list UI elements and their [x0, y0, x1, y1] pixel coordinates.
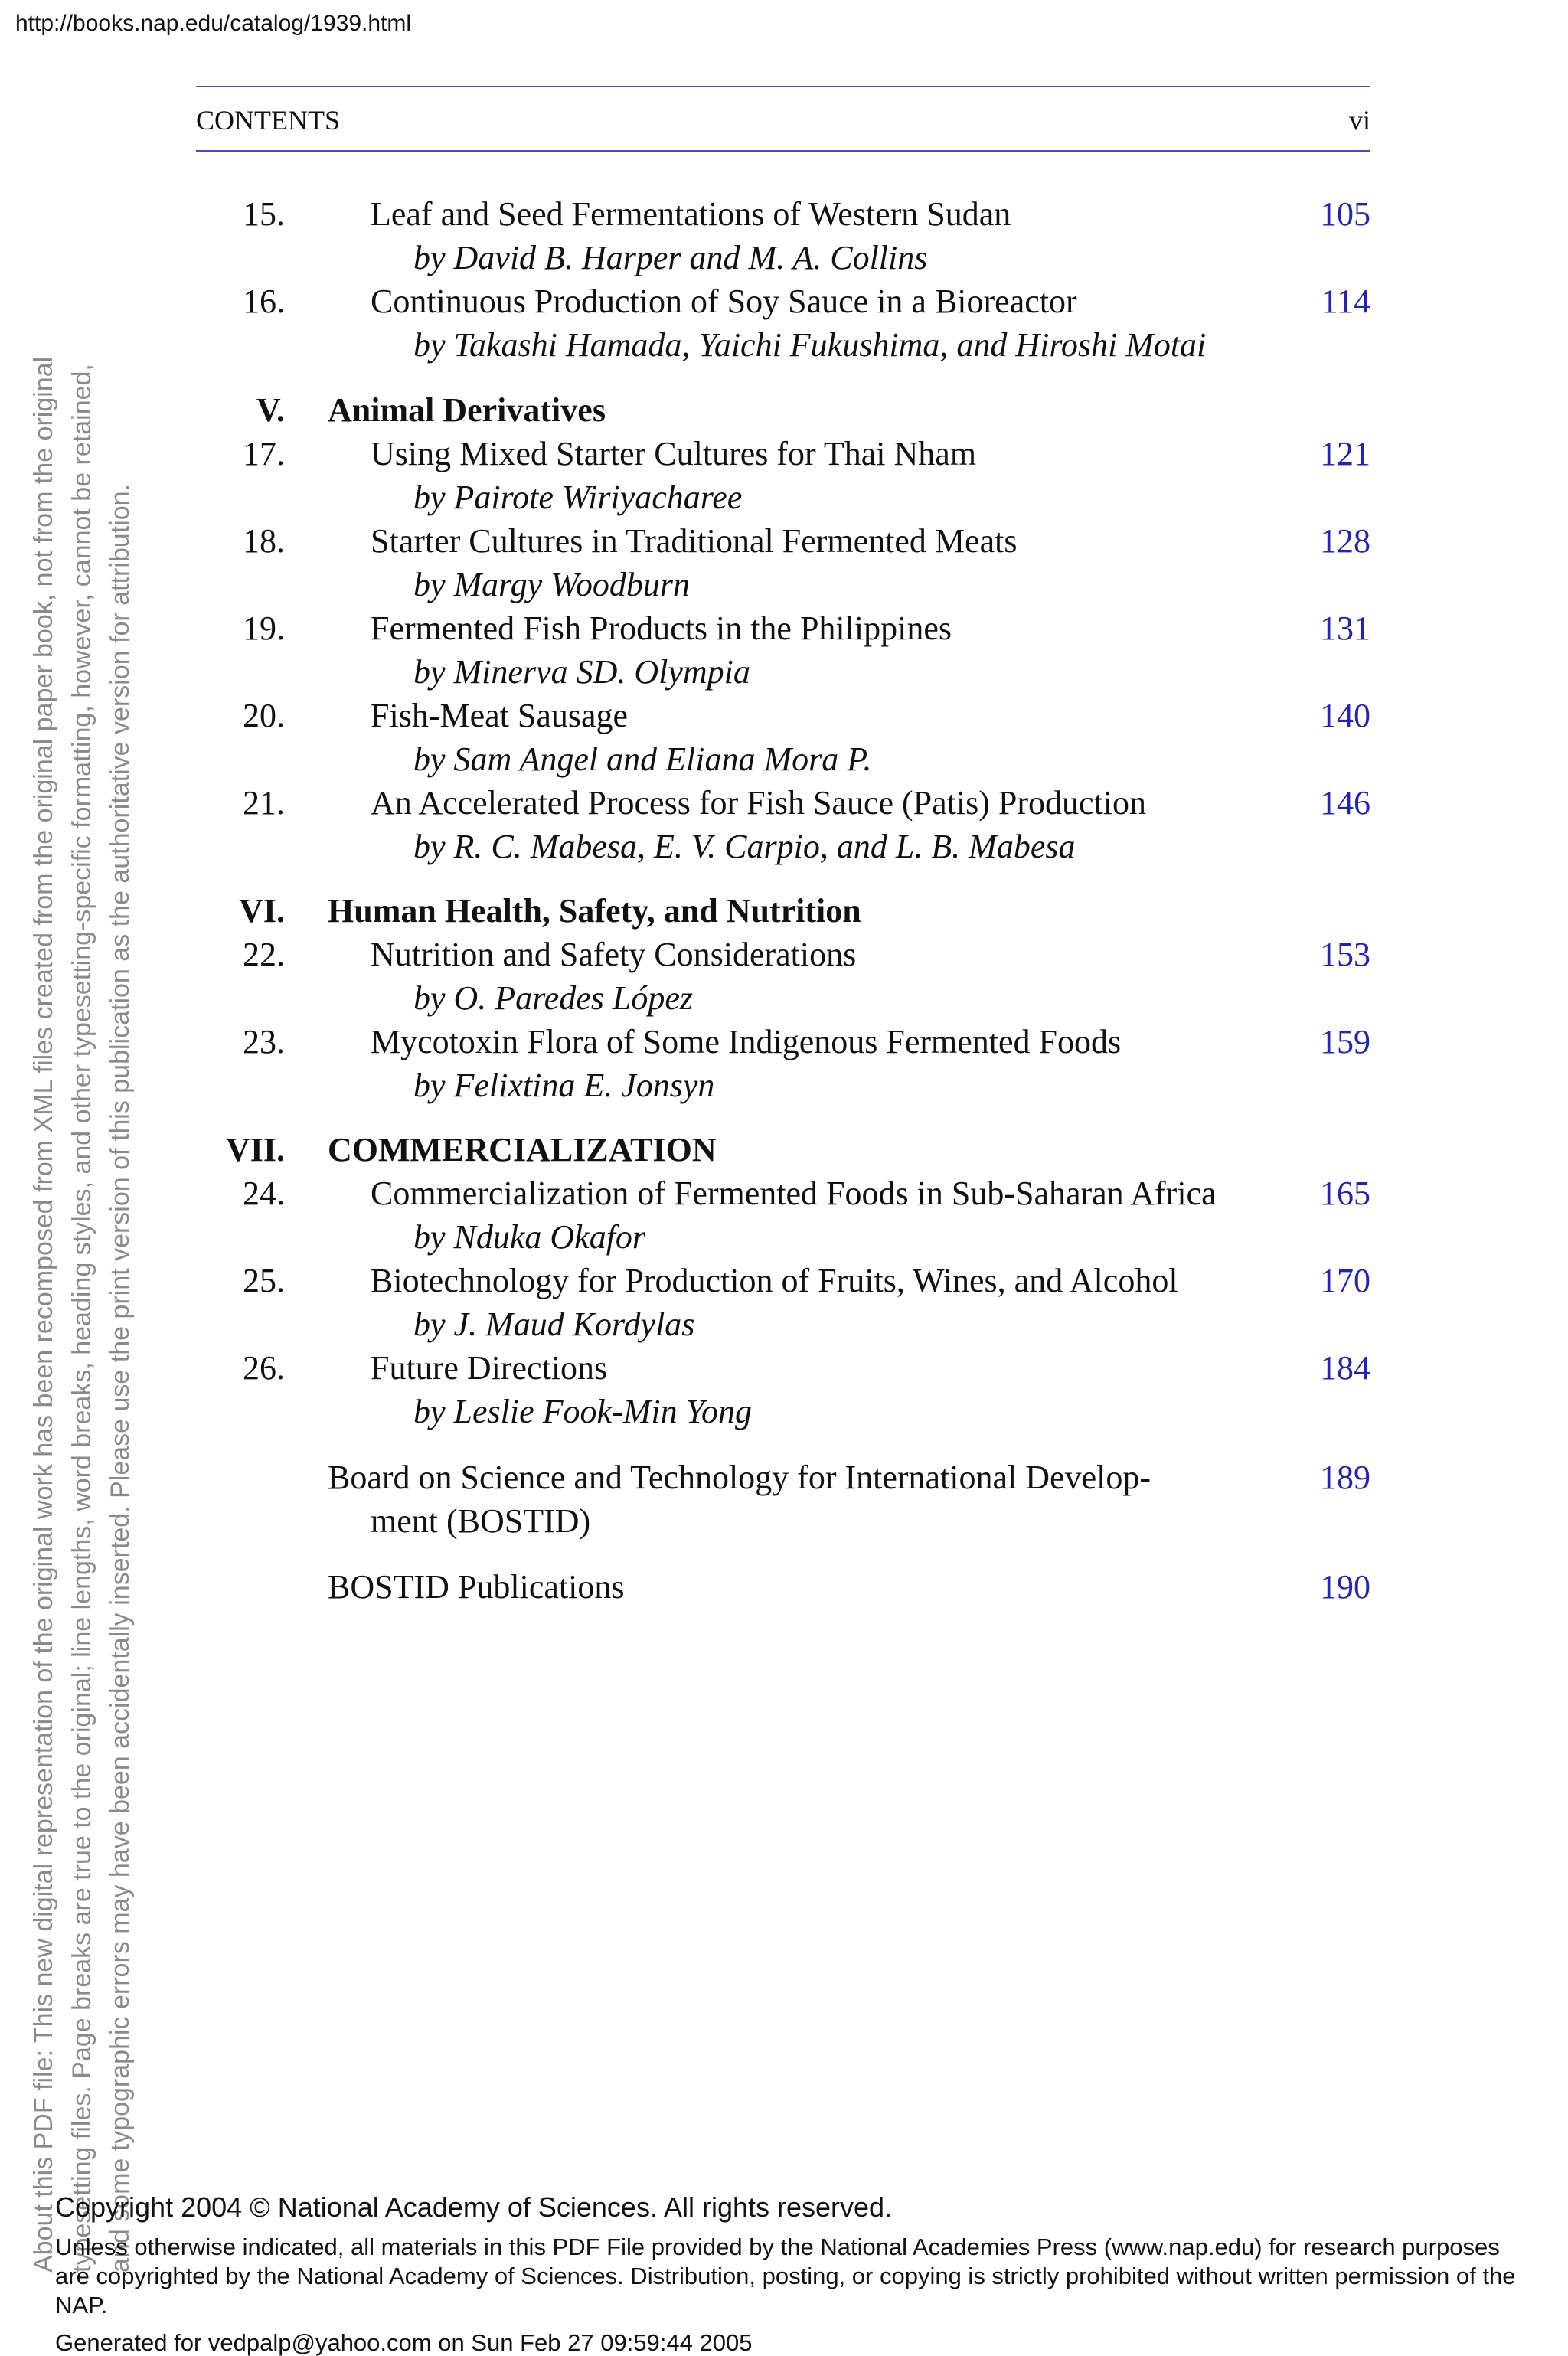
chapter-title: Fish-Meat Sausage — [371, 697, 629, 734]
disclaimer-line-1: About this PDF file: This new digital representation of the original work has been recomposed from XML files created from the original paper book, not from the original — [29, 356, 58, 2273]
chapter-author: by Margy Woodburn — [413, 566, 690, 603]
page-link[interactable]: 189 — [1320, 1459, 1370, 1496]
chapter-title: Using Mixed Starter Cultures for Thai Nham — [371, 435, 977, 472]
source-url[interactable]: http://books.nap.edu/catalog/1939.html — [15, 11, 412, 36]
chapter-author: by Sam Angel and Eliana Mora P. — [413, 740, 872, 778]
chapter-author: by Leslie Fook-Min Yong — [413, 1393, 752, 1430]
page-link[interactable]: 190 — [1320, 1568, 1370, 1606]
chapter-title: Continuous Production of Soy Sauce in a Bioreactor — [371, 283, 1077, 320]
section-number: VII. — [225, 1131, 285, 1168]
back-matter-title-continued: ment (BOSTID) — [371, 1502, 591, 1540]
generated-stamp: Generated for vedpalp@yahoo.com on Sun Feb 27 09:59:44 2005 — [55, 2329, 753, 2356]
chapter-title: Future Directions — [371, 1349, 608, 1387]
pdf-disclaimer-sidebar — [24, 67, 147, 2273]
back-matter-title: Board on Science and Technology for International Develop- — [328, 1459, 1151, 1496]
chapter-author: by Pairote Wiriyacharee — [413, 479, 743, 516]
section-title: Human Health, Safety, and Nutrition — [328, 892, 861, 930]
chapter-number: 17. — [243, 435, 285, 472]
page-link[interactable]: 146 — [1320, 784, 1370, 822]
header-rule-top — [196, 86, 1370, 87]
page-number-roman: vi — [1348, 105, 1370, 136]
section-number: V. — [256, 391, 285, 429]
chapter-number: 25. — [243, 1262, 285, 1299]
page-link[interactable]: 170 — [1320, 1262, 1370, 1299]
chapter-author: by Nduka Okafor — [413, 1218, 646, 1256]
chapter-number: 19. — [243, 609, 285, 647]
chapter-author: by J. Maud Kordylas — [413, 1305, 695, 1343]
running-head-title: CONTENTS — [196, 105, 340, 136]
page-link[interactable]: 131 — [1320, 609, 1370, 647]
chapter-number: 23. — [243, 1023, 285, 1060]
chapter-author: by David B. Harper and M. A. Collins — [413, 239, 928, 276]
chapter-author: by Felixtina E. Jonsyn — [413, 1067, 715, 1104]
disclaimer-line-2: typesetting files. Page breaks are true to the original; line lengths, word breaks, heading styles, and other typesetting-specific formatting, however, cannot be retained, — [67, 364, 96, 2273]
chapter-author: by Minerva SD. Olympia — [413, 653, 750, 691]
chapter-author: by O. Paredes López — [413, 979, 693, 1017]
chapter-author: by Takashi Hamada, Yaichi Fukushima, and Hiroshi Motai — [413, 326, 1207, 364]
page-link[interactable]: 128 — [1320, 522, 1370, 560]
chapter-number: 20. — [243, 697, 285, 734]
chapter-number: 16. — [243, 283, 285, 320]
chapter-number: 22. — [243, 936, 285, 973]
chapter-title: Mycotoxin Flora of Some Indigenous Fermented Foods — [371, 1023, 1122, 1060]
chapter-title: An Accelerated Process for Fish Sauce (Patis) Production — [371, 784, 1146, 822]
chapter-number: 21. — [243, 784, 285, 822]
page-link[interactable]: 159 — [1320, 1023, 1370, 1060]
page-link[interactable]: 114 — [1321, 283, 1370, 320]
section-title: COMMERCIALIZATION — [328, 1131, 717, 1168]
back-matter-title: BOSTID Publications — [328, 1568, 625, 1606]
chapter-number: 26. — [243, 1349, 285, 1387]
chapter-title: Starter Cultures in Traditional Fermented Meats — [371, 522, 1018, 560]
page-link[interactable]: 105 — [1320, 195, 1370, 233]
chapter-number: 18. — [243, 522, 285, 560]
page-link[interactable]: 121 — [1320, 435, 1370, 472]
section-number: VI. — [239, 892, 285, 930]
disclaimer-line-3: and some typographic errors may have been accidentally inserted. Please use the print version of this publication as the authoritative version for attribution. — [106, 484, 135, 2273]
chapter-number: 15. — [243, 195, 285, 233]
chapter-title: Commercialization of Fermented Foods in Sub-Saharan Africa — [371, 1175, 1217, 1212]
chapter-title: Nutrition and Safety Considerations — [371, 936, 857, 973]
chapter-title: Leaf and Seed Fermentations of Western Sudan — [371, 195, 1011, 233]
page-link[interactable]: 165 — [1320, 1175, 1370, 1212]
usage-notice: Unless otherwise indicated, all materials in this PDF File provided by the National Academies Press (www.nap.edu) for research purposes are copyrighted by the National Academy of Sciences. Distribution, posting, or copying is strictly prohibited without written permission of the NAP. — [55, 2233, 1516, 2318]
page-link[interactable]: 184 — [1320, 1349, 1370, 1387]
page-link[interactable]: 153 — [1320, 936, 1370, 973]
section-title: Animal Derivatives — [328, 391, 606, 429]
chapter-title: Biotechnology for Production of Fruits, Wines, and Alcohol — [371, 1262, 1178, 1299]
header-rule-bottom — [196, 150, 1370, 152]
page-link[interactable]: 140 — [1320, 697, 1370, 734]
chapter-title: Fermented Fish Products in the Philippines — [371, 609, 952, 647]
copyright-notice: Copyright 2004 © National Academy of Sciences. All rights reserved. — [55, 2191, 893, 2223]
running-head — [196, 104, 1370, 136]
chapter-author: by R. C. Mabesa, E. V. Carpio, and L. B. Mabesa — [413, 828, 1076, 865]
chapter-number: 24. — [243, 1175, 285, 1212]
